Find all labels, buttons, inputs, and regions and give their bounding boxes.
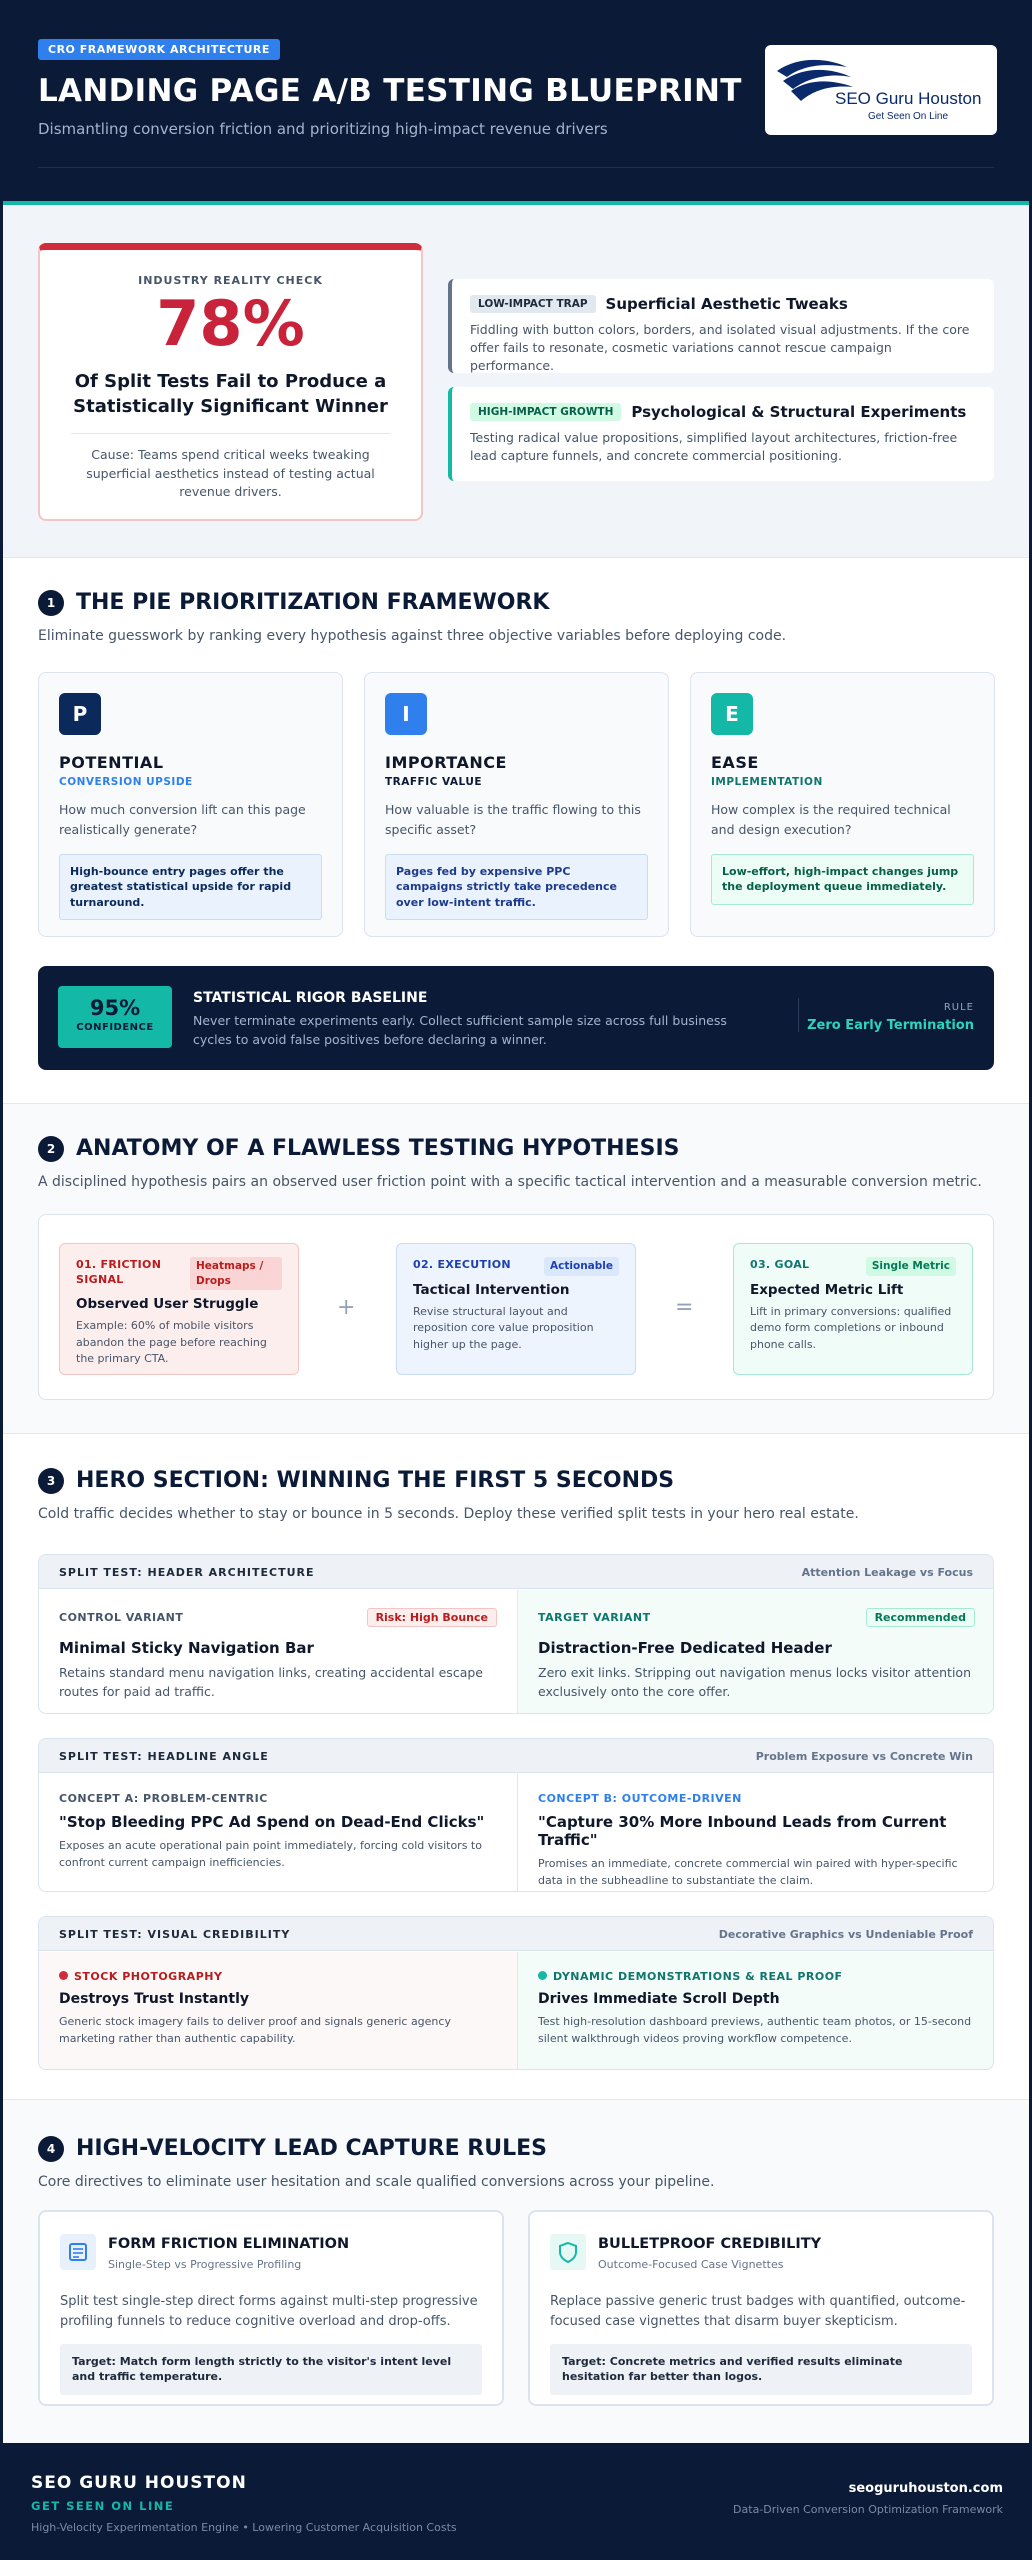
form-icon (60, 2234, 96, 2270)
pie-letter-badge: P (59, 693, 101, 735)
split-test-header (38, 1554, 994, 1714)
rigor-divider (798, 998, 799, 1032)
step-desc: Lift in primary conversions: qualified demo form completions or inbound phone calls. (750, 1304, 952, 1351)
footer-tagline: Data-Driven Conversion Optimization Framework (733, 2503, 1003, 2516)
section-lead: Eliminate guesswork by ranking every hypothesis against three objective variables before deploying code. (38, 628, 787, 644)
control-variant (39, 1590, 517, 1713)
confidence-badge (58, 986, 172, 1048)
variant-label: CONTROL VARIANT (59, 1611, 184, 1624)
section-number: 1 (38, 590, 64, 616)
pie-name: IMPORTANCE (385, 753, 507, 772)
step-chip: Single Metric (866, 1257, 956, 1276)
section-lead: Cold traffic decides whether to stay or bounce in 5 seconds. Deploy these verified split tests in your hero real estate. (38, 1506, 859, 1522)
section-title: HERO SECTION: WINNING THE FIRST 5 SECONDS (76, 1468, 675, 1493)
credibility-card (528, 2210, 994, 2406)
pie-note: High-bounce entry pages offer the greatest statistical upside for rapid turnaround. (59, 854, 322, 920)
pie-card-importance (364, 672, 669, 937)
trap-desc: Fiddling with button colors, borders, and isolated visual adjustments. If the core offer fails to resonate, cosmetic variations cannot rescue campaign performance. (470, 322, 970, 374)
step-title: Expected Metric Lift (750, 1281, 904, 1298)
trap-title: Superficial Aesthetic Tweaks (605, 295, 848, 313)
split-test-headline (38, 1738, 994, 1892)
split-test-theme: Problem Exposure vs Concrete Win (755, 1750, 973, 1763)
page-header (3, 3, 1029, 205)
recommended-badge: Recommended (866, 1608, 975, 1627)
pie-subtitle: TRAFFIC VALUE (385, 776, 483, 788)
stat-divider (71, 433, 391, 434)
pie-subtitle: CONVERSION UPSIDE (59, 776, 193, 788)
concept-label: STOCK PHOTOGRAPHY (74, 1970, 223, 1983)
step-label: 03. GOAL (750, 1258, 810, 1271)
variant-desc: Retains standard menu navigation links, creating accidental escape routes for paid ad traffic. (59, 1665, 483, 1699)
concept-desc: Test high-resolution dashboard previews, authentic team photos, or 15-second silent walkthrough videos proving workflow competence. (538, 2015, 972, 2045)
split-test-theme: Decorative Graphics vs Undeniable Proof (718, 1928, 973, 1941)
logo-brand-text: SEO Guru Houston (835, 89, 982, 108)
step-desc: Revise structural layout and reposition core value proposition higher up the page. (413, 1304, 594, 1351)
pie-question: How valuable is the traffic flowing to this specific asset? (385, 802, 641, 837)
concept-headline: "Stop Bleeding PPC Ad Spend on Dead-End Clicks" (59, 1813, 485, 1831)
stat-percent: 78% (156, 287, 305, 360)
card-target: Target: Match form length strictly to the visitor's intent level and traffic temperature. (60, 2344, 482, 2395)
section-lead: A disciplined hypothesis pairs an observed user friction point with a specific tactical intervention and a measurable conversion metric. (38, 1174, 982, 1190)
pie-card-potential (38, 672, 343, 937)
rule-value: Zero Early Termination (807, 1018, 974, 1033)
concept-label: CONCEPT A: PROBLEM-CENTRIC (59, 1792, 268, 1805)
rigor-title: STATISTICAL RIGOR BASELINE (193, 990, 428, 1006)
plus-operator: + (337, 1295, 356, 1320)
logo-slogan-text: Get Seen On Line (868, 111, 949, 122)
hero-section (3, 1433, 1029, 2099)
split-test-label: SPLIT TEST: HEADER ARCHITECTURE (59, 1566, 315, 1579)
pie-framework-section (3, 557, 1029, 1103)
footer-url-link[interactable]: seoguruhouston.com (848, 2481, 1003, 2496)
pie-name: POTENTIAL (59, 753, 164, 772)
concept-desc: Generic stock imagery fails to deliver proof and signals generic agency marketing rather than authentic capability. (59, 2015, 451, 2045)
hypothesis-section (3, 1103, 1029, 1433)
pie-note: Pages fed by expensive PPC campaigns strictly take precedence over low-intent traffic. (385, 854, 648, 920)
section-number: 3 (38, 1468, 64, 1494)
lead-capture-section (3, 2099, 1029, 2443)
footer-slogan: GET SEEN ON LINE (31, 2499, 175, 2513)
hypothesis-step-friction (59, 1243, 299, 1375)
stock-photography (39, 1952, 517, 2069)
variant-title: Minimal Sticky Navigation Bar (59, 1639, 314, 1657)
trap-chip: LOW-IMPACT TRAP (470, 295, 596, 313)
pie-note: Low-effort, high-impact changes jump the deployment queue immediately. (711, 854, 974, 905)
hypothesis-formula (38, 1214, 994, 1400)
page-footer (3, 2443, 1029, 2557)
pie-card-ease (690, 672, 995, 937)
card-subtitle: Single-Step vs Progressive Profiling (108, 2258, 302, 2271)
hypothesis-step-execution (396, 1243, 636, 1375)
footer-brand: SEO GURU HOUSTON (31, 2473, 247, 2493)
split-test-head (39, 1739, 993, 1773)
concept-b (517, 1774, 994, 1891)
high-impact-growth-card (448, 387, 994, 481)
concept-a (39, 1774, 517, 1891)
split-test-visual (38, 1916, 994, 2070)
concept-label: CONCEPT B: OUTCOME-DRIVEN (538, 1792, 742, 1805)
step-desc: Example: 60% of mobile visitors abandon the page before reaching the primary CTA. (76, 1319, 267, 1366)
card-desc: Split test single-step direct forms against multi-step progressive profiling funnels to reduce cognitive overload and drop-offs. (60, 2294, 478, 2330)
step-label: 01. FRICTION SIGNAL (76, 1258, 162, 1287)
split-test-head (39, 1555, 993, 1589)
pie-question: How much conversion lift can this page realistically generate? (59, 802, 306, 837)
variant-title: Distraction-Free Dedicated Header (538, 1639, 832, 1657)
failure-stat-card (38, 243, 423, 521)
teal-dot-icon (538, 1971, 547, 1980)
section-lead: Core directives to eliminate user hesitation and scale qualified conversions across your pipeline. (38, 2174, 715, 2190)
pie-letter-badge: I (385, 693, 427, 735)
growth-title: Psychological & Structural Experiments (631, 403, 967, 421)
section-number: 2 (38, 1136, 64, 1162)
pie-name: EASE (711, 753, 759, 772)
concept-title: Drives Immediate Scroll Depth (538, 1991, 780, 2007)
real-proof (517, 1952, 994, 2069)
stat-label: INDUSTRY REALITY CHECK (138, 274, 323, 287)
step-chip: Actionable (544, 1257, 619, 1276)
section-title: HIGH-VELOCITY LEAD CAPTURE RULES (76, 2136, 548, 2161)
step-title: Tactical Intervention (413, 1281, 570, 1298)
confidence-label: CONFIDENCE (76, 1022, 154, 1033)
rule-label: RULE (943, 1002, 974, 1013)
concept-title: Destroys Trust Instantly (59, 1991, 250, 2007)
pie-question: How complex is the required technical and design execution? (711, 802, 951, 837)
red-dot-icon (59, 1971, 68, 1980)
statistical-rigor-banner (38, 966, 994, 1070)
low-impact-trap-card (448, 279, 994, 373)
section-number: 4 (38, 2136, 64, 2162)
equals-operator: = (675, 1295, 694, 1320)
split-test-label: SPLIT TEST: HEADLINE ANGLE (59, 1750, 269, 1763)
growth-desc: Testing radical value propositions, simplified layout architectures, friction-free lead capture funnels, and concrete commercial positioning. (470, 430, 958, 464)
confidence-value: 95% (89, 996, 141, 1020)
header-divider (38, 167, 994, 168)
brand-logo[interactable] (765, 45, 997, 135)
header-tag: CRO FRAMEWORK ARCHITECTURE (38, 39, 280, 60)
pie-subtitle: IMPLEMENTATION (711, 776, 823, 788)
section-title: ANATOMY OF A FLAWLESS TESTING HYPOTHESIS (76, 1136, 680, 1161)
footer-desc: High-Velocity Experimentation Engine • Lowering Customer Acquisition Costs (31, 2521, 457, 2534)
form-friction-card (38, 2210, 504, 2406)
card-target: Target: Concrete metrics and verified results eliminate hesitation far better than logos. (550, 2344, 972, 2395)
stat-headline: Of Split Tests Fail to Produce a Statistically Significant Winner (73, 371, 388, 418)
card-subtitle: Outcome-Focused Case Vignettes (598, 2258, 784, 2271)
step-chip: Heatmaps / Drops (190, 1257, 282, 1290)
card-title: FORM FRICTION ELIMINATION (108, 2236, 350, 2252)
concept-desc: Exposes an acute operational pain point immediately, forcing cold visitors to confront current campaign inefficiencies. (59, 1839, 482, 1869)
hypothesis-step-goal (733, 1243, 973, 1375)
step-title: Observed User Struggle (76, 1296, 259, 1313)
pie-letter-badge: E (711, 693, 753, 735)
concept-headline: "Capture 30% More Inbound Leads from Current Traffic" (538, 1813, 947, 1849)
page-title: LANDING PAGE A/B TESTING BLUEPRINT (38, 73, 742, 109)
variant-label: TARGET VARIANT (538, 1611, 651, 1624)
target-variant (517, 1590, 994, 1713)
split-test-head (39, 1917, 993, 1951)
variant-desc: Zero exit links. Stripping out navigation menus locks visitor attention exclusively onto the core offer. (538, 1665, 972, 1699)
growth-chip: HIGH-IMPACT GROWTH (470, 403, 621, 421)
concept-desc: Promises an immediate, concrete commercial win paired with hyper-specific data in the subheadline to substantiate the claim. (538, 1857, 958, 1887)
card-title: BULLETPROOF CREDIBILITY (598, 2236, 822, 2252)
concept-label: DYNAMIC DEMONSTRATIONS & REAL PROOF (553, 1970, 843, 1983)
step-label: 02. EXECUTION (413, 1258, 511, 1271)
rigor-desc: Never terminate experiments early. Collect sufficient sample size across full business cycles to avoid false positives before declaring a winner. (193, 1013, 727, 1047)
section-title: THE PIE PRIORITIZATION FRAMEWORK (76, 590, 550, 615)
shield-icon (550, 2234, 586, 2270)
risk-badge: Risk: High Bounce (367, 1608, 497, 1627)
page-subtitle: Dismantling conversion friction and prioritizing high-impact revenue drivers (38, 120, 608, 138)
reality-check-section (3, 209, 1029, 557)
split-test-theme: Attention Leakage vs Focus (801, 1566, 973, 1579)
stat-cause: Cause: Teams spend critical weeks tweaking superficial aesthetics instead of testing actual revenue drivers. (86, 447, 375, 499)
split-test-label: SPLIT TEST: VISUAL CREDIBILITY (59, 1928, 291, 1941)
card-desc: Replace passive generic trust badges with quantified, outcome-focused case vignettes that disarm buyer skepticism. (550, 2294, 966, 2330)
